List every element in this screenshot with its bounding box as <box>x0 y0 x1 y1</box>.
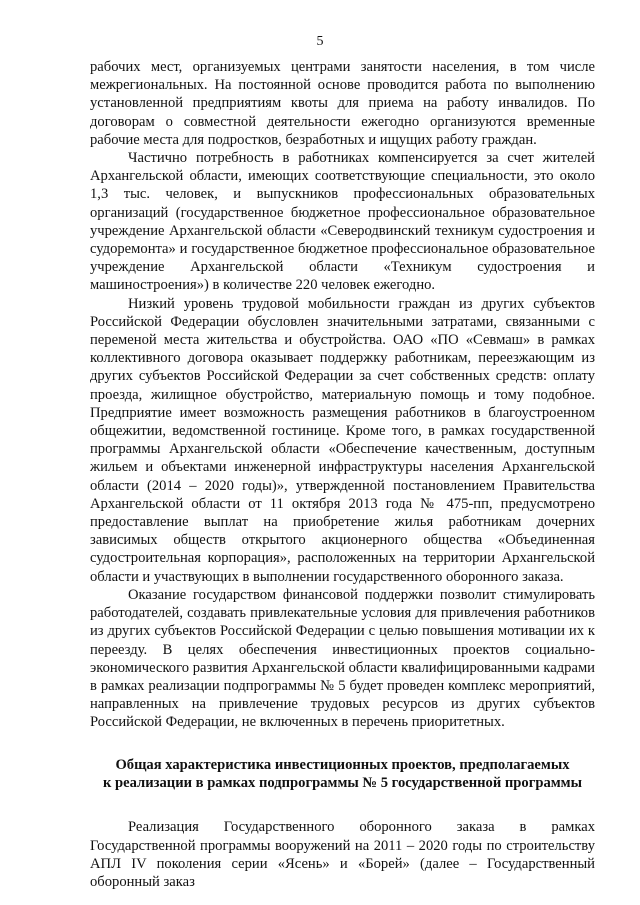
section-heading-line-1: Общая характеристика инвестиционных проектов, предполагаемых <box>115 756 570 773</box>
document-body <box>90 58 595 891</box>
paragraph-labor-mobility: Низкий уровень трудовой мобильности граждан из других субъектов Российской Федерации обусловлен значительными затратами, связанными с переменой места жительства и обустройства. ОАО «ПО «Севмаш» в рамках коллективного договора оказывает поддержку работникам, переезжающим из других субъектов Российской Федерации за счет собственных средств: оплату проезда, жилищное обустройство, материальную помощь и тому подобное. Предприятие имеет возможность размещения работников в благоустроенном общежитии, ведомственной гостинице. Кроме того, в рамках государственной программы Архангельской области «Обеспечение качественным, доступным жильем и объектами инженерной инфраструктуры населения Архангельской области (2014 – 2020 годы)», утвержденной постановлением Правительства Архангельской области от 11 октября 2013 года № 475-пп, предусмотрено предоставление выплат на приобретение жилья работникам дочерних зависимых обществ открытого акционерного общества «Объединенная судостроительная корпорация», расположенных на территории Архангельской области и участвующих в выполнении государственного оборонного заказа. <box>90 295 595 585</box>
paragraph-defense-order: Реализация Государственного оборонного заказа в рамках Государственной программы вооружений на 2011 – 2020 годы по строительству АПЛ IV поколения серии «Ясень» и «Борей» (далее – Государственный оборонный заказ <box>90 819 595 890</box>
paragraph-continuation: рабочих мест, организуемых центрами занятости населения, в том числе межрегиональных. На постоянной основе проводится работа по выполнению установленной предприятиям квоты для приема на работу инвалидов. По договорам о совместной деятельности ежегодно организуются временные рабочие места для подростков, безработных и ищущих работу граждан. <box>90 59 595 148</box>
page-number: 5 <box>316 34 324 49</box>
paragraph-workforce-compensation: Частично потребность в работниках компенсируется за счет жителей Архангельской области, имеющих соответствующие специальности, это около 1,3 тыс. человек, и выпускников профессиональных образовательных организаций (государственное бюджетное профессиональное образовательное учреждение Архангельской области «Северодвинский техникум судостроения и судоремонта» и государственное бюджетное профессиональное образовательное учреждение Архангельской области «Техникум судостроения и машиностроения») в количестве 220 человек ежегодно. <box>90 150 595 294</box>
section-heading-line-2: к реализации в рамках подпрограммы № 5 государственной программы <box>102 774 583 791</box>
section-heading <box>90 756 595 793</box>
paragraph-financial-support: Оказание государством финансовой поддержки позволит стимулировать работодателей, создавать привлекательные условия для привлечения работников из других субъектов Российской Федерации с целью повышения мотивации их к переезду. В целях обеспечения инвестиционных проектов социально-экономического развития Архангельской области квалифицированными кадрами в рамках реализации подпрограммы № 5 будет проведен комплекс мероприятий, направленных на привлечение трудовых ресурсов из других субъектов Российской Федерации, не включенных в перечень приоритетных. <box>90 586 595 731</box>
